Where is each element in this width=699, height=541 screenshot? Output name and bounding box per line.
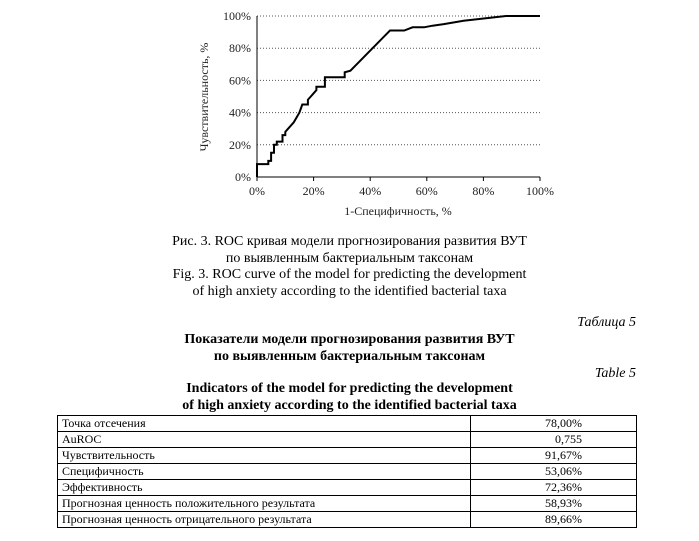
- roc-curve-line: [257, 16, 540, 177]
- table-row: [58, 416, 637, 432]
- y-tick-label: 100%: [223, 9, 251, 23]
- indicator-value: 89,66%: [471, 512, 637, 528]
- indicator-value: 78,00%: [471, 416, 637, 432]
- caption-en-line-2: of high anxiety according to the identified bacterial taxa: [192, 283, 507, 299]
- x-tick-labels: [249, 184, 554, 198]
- table-label-ru: Таблица 5: [577, 315, 636, 330]
- x-tick-label: 0%: [249, 184, 265, 198]
- y-axis-label: Чувствительность, %: [197, 42, 211, 152]
- table-label-en: Table 5: [594, 366, 636, 381]
- indicator-name: AuROC: [58, 432, 471, 448]
- heading-ru-line-2: по выявленным бактериальным таксонам: [213, 348, 486, 364]
- indicators-table: [57, 415, 637, 528]
- heading-en-line-2: of high anxiety according to the identified bacterial taxa: [182, 397, 517, 413]
- table-row: [58, 512, 637, 528]
- heading-ru-line-1: Показатели модели прогнозирования развития ВУТ: [184, 332, 515, 347]
- x-tick-label: 40%: [359, 184, 382, 198]
- y-tick-label: 40%: [229, 105, 251, 120]
- indicator-value: 53,06%: [471, 464, 637, 480]
- y-tick-labels: [223, 9, 251, 184]
- x-tick-label: 20%: [302, 184, 325, 198]
- table-row: [58, 432, 637, 448]
- table-heading-ru: [0, 332, 699, 365]
- table-row: [58, 480, 637, 496]
- roc-curve-group: [257, 16, 540, 177]
- table-heading-en: [0, 381, 699, 414]
- table-row: [58, 496, 637, 512]
- x-tick-label: 80%: [472, 184, 495, 198]
- table-row: [58, 464, 637, 480]
- indicator-name: Прогнозная ценность положительного результата: [58, 496, 471, 512]
- indicator-name: Точка отсечения: [58, 416, 471, 432]
- caption-en-line-1: Fig. 3. ROC curve of the model for predicting the development: [172, 267, 527, 282]
- y-tick-label: 20%: [229, 137, 251, 152]
- x-tick-label: 60%: [415, 184, 438, 198]
- roc-chart: [0, 0, 699, 230]
- x-tick-label: 100%: [526, 184, 554, 198]
- indicator-name: Чувствительность: [58, 448, 471, 464]
- chart-axes: [257, 16, 540, 181]
- indicator-value: 0,755: [471, 432, 637, 448]
- indicator-value: 58,93%: [471, 496, 637, 512]
- x-axis-label: 1-Специфичность, %: [344, 204, 452, 218]
- figure-caption: [0, 234, 699, 300]
- indicator-name: Специфичность: [58, 464, 471, 480]
- table-row: [58, 448, 637, 464]
- y-tick-label: 80%: [229, 41, 251, 56]
- y-tick-label: 60%: [229, 73, 251, 88]
- caption-ru-line-1: Рис. 3. ROC кривая модели прогнозирования развития ВУТ: [172, 234, 527, 249]
- indicator-name: Эффективность: [58, 480, 471, 496]
- indicator-value: 91,67%: [471, 448, 637, 464]
- y-tick-label: 0%: [235, 170, 251, 184]
- indicator-name: Прогнозная ценность отрицательного результата: [58, 512, 471, 528]
- indicator-value: 72,36%: [471, 480, 637, 496]
- caption-ru-line-2: по выявленным бактериальным таксонам: [225, 250, 474, 266]
- chart-grid: [257, 16, 540, 145]
- heading-en-line-1: Indicators of the model for predicting the development: [186, 381, 513, 396]
